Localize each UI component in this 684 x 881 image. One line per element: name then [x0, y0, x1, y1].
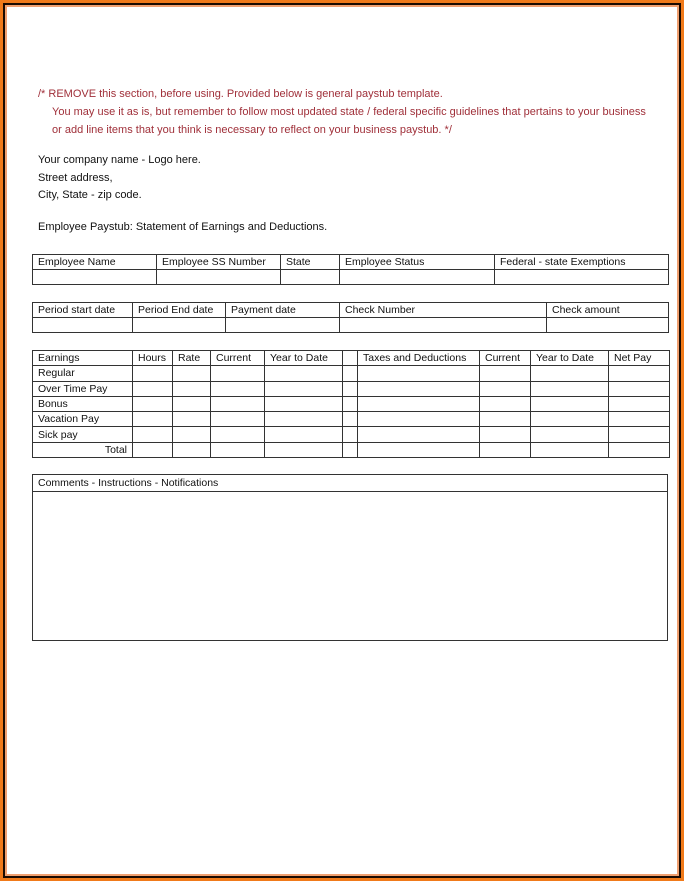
earnings-row-label: Vacation Pay: [33, 412, 133, 427]
table-row: [33, 427, 670, 442]
note-line: or add line items that you think is necessary to reflect on your business paystub. */: [52, 124, 452, 136]
payment-date-cell[interactable]: [226, 318, 340, 333]
earnings-row-label: Total: [33, 442, 133, 457]
header-earnings: Earnings: [33, 351, 133, 366]
header-current: Current: [211, 351, 265, 366]
table-row: [33, 366, 670, 381]
spacer-cell: [343, 366, 358, 381]
header-hours: Hours: [133, 351, 173, 366]
rate-cell[interactable]: [173, 396, 211, 411]
current-cell[interactable]: [211, 442, 265, 457]
earnings-row-label: Over Time Pay: [33, 381, 133, 396]
header-employee-name: Employee Name: [33, 255, 157, 270]
year-to-date-cell[interactable]: [265, 381, 343, 396]
taxes-deductions-cell[interactable]: [358, 381, 480, 396]
deductions-ytd-cell[interactable]: [531, 381, 609, 396]
deductions-ytd-cell[interactable]: [531, 427, 609, 442]
spacer-cell: [343, 442, 358, 457]
header-spacer: [343, 351, 358, 366]
spacer-cell: [343, 427, 358, 442]
table-header-row: [33, 255, 669, 270]
deductions-ytd-cell[interactable]: [531, 366, 609, 381]
deductions-current-cell[interactable]: [480, 427, 531, 442]
header-check-number: Check Number: [340, 303, 547, 318]
taxes-deductions-cell[interactable]: [358, 396, 480, 411]
deductions-current-cell[interactable]: [480, 412, 531, 427]
earnings-row-label: Sick pay: [33, 427, 133, 442]
net-pay-cell[interactable]: [609, 412, 670, 427]
header-year-to-date: Year to Date: [265, 351, 343, 366]
comments-label: Comments - Instructions - Notifications: [33, 475, 667, 492]
current-cell[interactable]: [211, 381, 265, 396]
note-line: /* REMOVE this section, before using. Provided below is general paystub template.: [38, 88, 443, 100]
net-pay-cell[interactable]: [609, 396, 670, 411]
spacer-cell: [343, 412, 358, 427]
header-period-start: Period start date: [33, 303, 133, 318]
rate-cell[interactable]: [173, 442, 211, 457]
table-header-row: [33, 351, 670, 366]
deductions-ytd-cell[interactable]: [531, 396, 609, 411]
city-state-zip: City, State - zip code.: [38, 189, 142, 201]
year-to-date-cell[interactable]: [265, 366, 343, 381]
ss-number-cell[interactable]: [157, 270, 281, 285]
current-cell[interactable]: [211, 366, 265, 381]
year-to-date-cell[interactable]: [265, 442, 343, 457]
table-row: [33, 381, 670, 396]
taxes-deductions-cell[interactable]: [358, 442, 480, 457]
taxes-deductions-cell[interactable]: [358, 427, 480, 442]
header-state: State: [281, 255, 340, 270]
template-instructions: [38, 85, 646, 139]
comments-box[interactable]: [32, 474, 668, 641]
hours-cell[interactable]: [133, 381, 173, 396]
deductions-ytd-cell[interactable]: [531, 412, 609, 427]
header-exemptions: Federal - state Exemptions: [495, 255, 669, 270]
deductions-current-cell[interactable]: [480, 381, 531, 396]
company-info: [38, 152, 201, 205]
hours-cell[interactable]: [133, 442, 173, 457]
header-ss-number: Employee SS Number: [157, 255, 281, 270]
deductions-current-cell[interactable]: [480, 396, 531, 411]
net-pay-cell[interactable]: [609, 366, 670, 381]
rate-cell[interactable]: [173, 412, 211, 427]
header-deductions-ytd: Year to Date: [531, 351, 609, 366]
table-row: [33, 270, 669, 285]
period-start-cell[interactable]: [33, 318, 133, 333]
earnings-row-label: Regular: [33, 366, 133, 381]
spacer-cell: [343, 396, 358, 411]
period-end-cell[interactable]: [133, 318, 226, 333]
earnings-row-label: Bonus: [33, 396, 133, 411]
header-net-pay: Net Pay: [609, 351, 670, 366]
net-pay-cell[interactable]: [609, 442, 670, 457]
deductions-current-cell[interactable]: [480, 442, 531, 457]
header-payment-date: Payment date: [226, 303, 340, 318]
hours-cell[interactable]: [133, 412, 173, 427]
current-cell[interactable]: [211, 427, 265, 442]
header-deductions-current: Current: [480, 351, 531, 366]
net-pay-cell[interactable]: [609, 427, 670, 442]
header-taxes-deductions: Taxes and Deductions: [358, 351, 480, 366]
rate-cell[interactable]: [173, 427, 211, 442]
payment-table: [32, 302, 669, 333]
header-check-amount: Check amount: [547, 303, 669, 318]
current-cell[interactable]: [211, 412, 265, 427]
year-to-date-cell[interactable]: [265, 427, 343, 442]
check-number-cell[interactable]: [340, 318, 547, 333]
table-row: [33, 396, 670, 411]
header-employee-status: Employee Status: [340, 255, 495, 270]
exemptions-cell[interactable]: [495, 270, 669, 285]
spacer-cell: [343, 381, 358, 396]
header-rate: Rate: [173, 351, 211, 366]
employee-status-cell[interactable]: [340, 270, 495, 285]
company-name: Your company name - Logo here.: [38, 154, 201, 166]
hours-cell[interactable]: [133, 427, 173, 442]
table-row: [33, 412, 670, 427]
year-to-date-cell[interactable]: [265, 412, 343, 427]
deductions-current-cell[interactable]: [480, 366, 531, 381]
check-amount-cell[interactable]: [547, 318, 669, 333]
table-header-row: [33, 303, 669, 318]
employee-name-cell[interactable]: [33, 270, 157, 285]
document-title: Employee Paystub: Statement of Earnings and Deductions.: [38, 221, 328, 233]
current-cell[interactable]: [211, 396, 265, 411]
rate-cell[interactable]: [173, 381, 211, 396]
table-row: [33, 318, 669, 333]
earnings-table: [32, 350, 670, 458]
state-cell[interactable]: [281, 270, 340, 285]
year-to-date-cell[interactable]: [265, 396, 343, 411]
taxes-deductions-cell[interactable]: [358, 366, 480, 381]
employee-table: [32, 254, 669, 285]
net-pay-cell[interactable]: [609, 381, 670, 396]
hours-cell[interactable]: [133, 396, 173, 411]
table-row: [33, 442, 670, 457]
taxes-deductions-cell[interactable]: [358, 412, 480, 427]
street-address: Street address,: [38, 171, 113, 184]
note-line: You may use it as is, but remember to follow most updated state / federal specific guidelines that pertains to your business: [52, 106, 646, 118]
header-period-end: Period End date: [133, 303, 226, 318]
deductions-ytd-cell[interactable]: [531, 442, 609, 457]
rate-cell[interactable]: [173, 366, 211, 381]
hours-cell[interactable]: [133, 366, 173, 381]
